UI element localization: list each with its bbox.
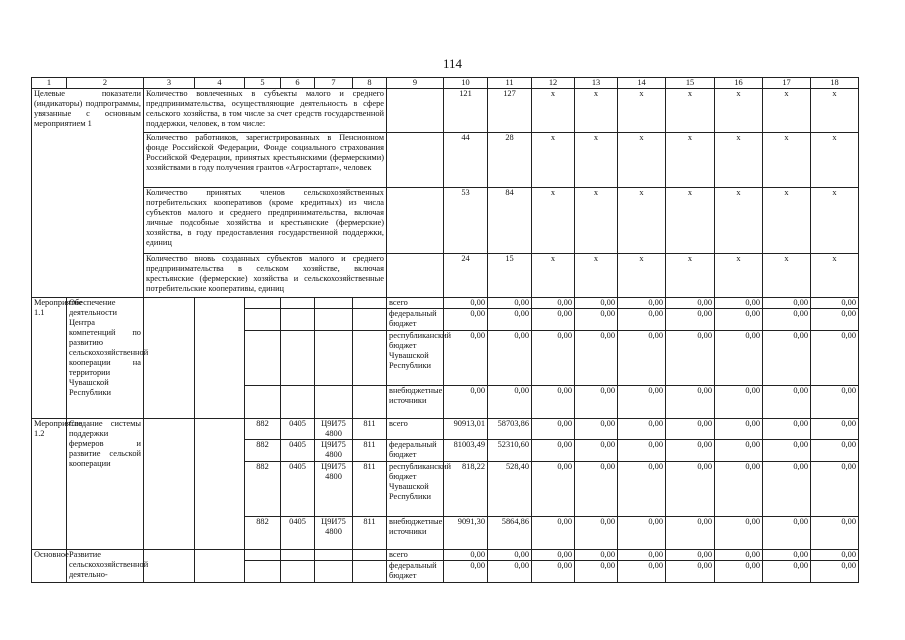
budget-code: [245, 298, 281, 309]
budget-code: [281, 309, 315, 331]
funding-value: 0,00: [618, 419, 666, 440]
budget-code: 0405: [281, 419, 315, 440]
funding-value: 0,00: [715, 462, 763, 517]
budget-code: [281, 561, 315, 583]
funding-value: 0,00: [575, 517, 618, 550]
funding-value: 0,00: [811, 298, 859, 309]
budget-code: [245, 386, 281, 419]
indicator-value: 28: [488, 133, 532, 188]
funding-value: 0,00: [715, 419, 763, 440]
column-number: 18: [811, 78, 859, 89]
funding-value: 0,00: [444, 298, 488, 309]
empty-cell: [195, 298, 245, 419]
funding-value: 0,00: [532, 386, 575, 419]
budget-code: Ц9И75 4800: [315, 462, 353, 517]
indicator-row: [32, 133, 859, 188]
indicator-value: 84: [488, 188, 532, 254]
indicator-row: [32, 254, 859, 298]
funding-value: 0,00: [618, 298, 666, 309]
column-number: 9: [387, 78, 444, 89]
funding-value: 0,00: [488, 309, 532, 331]
funding-value: 0,00: [666, 331, 715, 386]
indicator-value: x: [763, 133, 811, 188]
funding-value: 0,00: [575, 440, 618, 462]
funding-value: 0,00: [763, 550, 811, 561]
funding-value: 0,00: [666, 419, 715, 440]
budget-code: [353, 561, 387, 583]
funding-value: 0,00: [532, 517, 575, 550]
funding-row: [32, 419, 859, 440]
budget-code: [315, 386, 353, 419]
budget-code: [315, 298, 353, 309]
budget-code: [281, 550, 315, 561]
measure-name: Обеспечение деятельности Центра компетенций по развитию сельскохозяйственной кооперации на территории Чувашской Республики: [67, 298, 144, 419]
indicator-value: 121: [444, 89, 488, 133]
funding-value: 0,00: [618, 550, 666, 561]
budget-code: [353, 309, 387, 331]
funding-value: 0,00: [532, 440, 575, 462]
budget-code: [245, 309, 281, 331]
funding-value: 0,00: [618, 386, 666, 419]
funding-value: 0,00: [666, 462, 715, 517]
funding-value: 0,00: [715, 309, 763, 331]
header-row: [32, 78, 859, 89]
column-number: 6: [281, 78, 315, 89]
indicator-value: x: [811, 188, 859, 254]
column-number: 14: [618, 78, 666, 89]
funding-row: [32, 550, 859, 561]
indicator-value: x: [811, 133, 859, 188]
empty-cell: [387, 254, 444, 298]
funding-value: 0,00: [488, 331, 532, 386]
indicator-value: x: [666, 188, 715, 254]
funding-source: внебюджетные источники: [387, 517, 444, 550]
column-number: 11: [488, 78, 532, 89]
budget-code: 882: [245, 462, 281, 517]
indicator-value: 127: [488, 89, 532, 133]
funding-value: 0,00: [444, 309, 488, 331]
column-number: 4: [195, 78, 245, 89]
funding-value: 0,00: [763, 419, 811, 440]
funding-value: 0,00: [811, 331, 859, 386]
budget-code: [281, 386, 315, 419]
funding-value: 0,00: [763, 331, 811, 386]
budget-code: 0405: [281, 462, 315, 517]
funding-value: 0,00: [532, 550, 575, 561]
funding-source: федеральный бюджет: [387, 440, 444, 462]
indicator-value: x: [575, 254, 618, 298]
funding-value: 0,00: [811, 440, 859, 462]
funding-source: всего: [387, 419, 444, 440]
indicator-value: x: [618, 254, 666, 298]
funding-source: федеральный бюджет: [387, 309, 444, 331]
funding-value: 0,00: [811, 419, 859, 440]
indicator-value: x: [666, 254, 715, 298]
funding-value: 0,00: [811, 517, 859, 550]
indicator-value: x: [532, 89, 575, 133]
column-number: 1: [32, 78, 67, 89]
empty-cell: [387, 133, 444, 188]
funding-value: 0,00: [618, 561, 666, 583]
funding-source: всего: [387, 550, 444, 561]
indicator-value: x: [811, 254, 859, 298]
funding-value: 0,00: [618, 309, 666, 331]
budget-code: 811: [353, 517, 387, 550]
budget-code: 811: [353, 440, 387, 462]
column-number: 3: [144, 78, 195, 89]
funding-value: 52310,60: [488, 440, 532, 462]
budget-code: 0405: [281, 440, 315, 462]
budget-code: [245, 561, 281, 583]
funding-value: 0,00: [715, 517, 763, 550]
funding-value: 0,00: [444, 386, 488, 419]
program-table: [31, 77, 859, 583]
funding-value: 0,00: [575, 386, 618, 419]
indicator-name: Количество принятых членов сельскохозяйственных потребительских кооперативов (кроме кредитных) из числа субъектов малого и среднего предпринимательства, включая личные подсобные хозяйства и крестьянские (фермерские) хозяйства, в году предоставления государственной поддержки, единиц: [144, 188, 387, 254]
funding-value: 0,00: [715, 331, 763, 386]
budget-code: [353, 298, 387, 309]
funding-value: 0,00: [763, 517, 811, 550]
funding-value: 0,00: [666, 386, 715, 419]
empty-cell: [387, 89, 444, 133]
indicator-name: Количество работников, зарегистрированных в Пенсионном фонде Российской Федерации, Фонде социального страхования Российской Федерации, принятых крестьянскими (фермерскими) хозяйствами в году получения грантов «Агростартап», человек: [144, 133, 387, 188]
budget-code: Ц9И75 4800: [315, 419, 353, 440]
column-number: 15: [666, 78, 715, 89]
funding-value: 0,00: [763, 309, 811, 331]
column-number: 10: [444, 78, 488, 89]
indicator-value: x: [575, 133, 618, 188]
funding-value: 0,00: [811, 561, 859, 583]
column-number: 5: [245, 78, 281, 89]
funding-value: 0,00: [444, 550, 488, 561]
indicator-value: x: [715, 254, 763, 298]
funding-source: республиканский бюджет Чувашской Республики: [387, 331, 444, 386]
indicator-value: x: [763, 254, 811, 298]
funding-value: 0,00: [532, 561, 575, 583]
budget-code: [315, 331, 353, 386]
funding-value: 0,00: [763, 462, 811, 517]
budget-code: [281, 298, 315, 309]
funding-value: 0,00: [666, 298, 715, 309]
indicator-value: x: [666, 133, 715, 188]
funding-value: 0,00: [715, 440, 763, 462]
funding-value: 0,00: [444, 331, 488, 386]
indicator-value: x: [715, 133, 763, 188]
column-number: 8: [353, 78, 387, 89]
budget-code: [315, 561, 353, 583]
funding-value: 0,00: [532, 298, 575, 309]
funding-value: 0,00: [575, 331, 618, 386]
funding-value: 0,00: [532, 309, 575, 331]
indicator-value: x: [715, 188, 763, 254]
budget-code: [245, 550, 281, 561]
funding-value: 0,00: [666, 517, 715, 550]
funding-value: 0,00: [444, 561, 488, 583]
empty-cell: [144, 298, 195, 419]
funding-value: 0,00: [811, 386, 859, 419]
indicator-value: x: [811, 89, 859, 133]
indicator-value: x: [763, 188, 811, 254]
measure-type: Мероприятие 1.2: [32, 419, 67, 550]
funding-value: 0,00: [811, 550, 859, 561]
indicator-value: 24: [444, 254, 488, 298]
funding-value: 0,00: [488, 561, 532, 583]
measure-type: Основное: [32, 550, 67, 583]
funding-value: 0,00: [532, 419, 575, 440]
funding-value: 0,00: [666, 440, 715, 462]
funding-value: 0,00: [763, 440, 811, 462]
funding-value: 0,00: [715, 298, 763, 309]
budget-code: 0405: [281, 517, 315, 550]
funding-value: 0,00: [488, 298, 532, 309]
indicator-value: x: [575, 188, 618, 254]
budget-code: [315, 309, 353, 331]
budget-code: [315, 550, 353, 561]
funding-value: 0,00: [715, 386, 763, 419]
funding-value: 90913,01: [444, 419, 488, 440]
funding-value: 81003,49: [444, 440, 488, 462]
budget-code: 811: [353, 419, 387, 440]
measure-type: Мероприятие 1.1: [32, 298, 67, 419]
column-number: 7: [315, 78, 353, 89]
indicator-value: x: [532, 133, 575, 188]
funding-value: 0,00: [763, 386, 811, 419]
funding-value: 0,00: [811, 309, 859, 331]
funding-value: 0,00: [666, 309, 715, 331]
funding-value: 0,00: [618, 517, 666, 550]
indicator-value: 15: [488, 254, 532, 298]
funding-value: 5864,86: [488, 517, 532, 550]
indicator-name: Количество вовлеченных в субъекты малого и среднего предпринимательства, осуществляющие деятельность в сфере сельского хозяйства, в том числе за счет средств государственной поддержки, человек, в том числе:: [144, 89, 387, 133]
indicators-label: Целевые показатели (индикаторы) подпрограммы, увязанные с основным мероприятием 1: [32, 89, 144, 298]
empty-cell: [195, 550, 245, 583]
budget-code: Ц9И75 4800: [315, 440, 353, 462]
funding-value: 0,00: [532, 331, 575, 386]
indicator-value: x: [618, 133, 666, 188]
indicator-row: [32, 188, 859, 254]
indicator-value: x: [618, 188, 666, 254]
funding-source: всего: [387, 298, 444, 309]
indicator-value: x: [763, 89, 811, 133]
budget-code: [353, 331, 387, 386]
funding-value: 0,00: [763, 561, 811, 583]
funding-value: 0,00: [715, 561, 763, 583]
funding-value: 0,00: [575, 550, 618, 561]
budget-code: [353, 386, 387, 419]
indicator-value: x: [715, 89, 763, 133]
empty-cell: [144, 419, 195, 550]
empty-cell: [144, 550, 195, 583]
indicator-value: x: [666, 89, 715, 133]
funding-source: федеральный бюджет: [387, 561, 444, 583]
indicator-value: x: [618, 89, 666, 133]
funding-value: 0,00: [715, 550, 763, 561]
column-number: 2: [67, 78, 144, 89]
funding-value: 9091,30: [444, 517, 488, 550]
funding-value: 58703,86: [488, 419, 532, 440]
empty-cell: [387, 188, 444, 254]
funding-value: 0,00: [666, 550, 715, 561]
budget-code: [353, 550, 387, 561]
budget-code: 882: [245, 440, 281, 462]
budget-code: 811: [353, 462, 387, 517]
indicator-value: 53: [444, 188, 488, 254]
column-number: 17: [763, 78, 811, 89]
budget-code: [245, 331, 281, 386]
funding-value: 818,22: [444, 462, 488, 517]
column-number: 16: [715, 78, 763, 89]
funding-value: 0,00: [618, 331, 666, 386]
indicator-name: Количество вновь созданных субъектов малого и среднего предпринимательства в сельском хозяйстве, включая крестьянские (фермерские) хозяйства и сельскохозяйственные потребительские кооперативы, единиц: [144, 254, 387, 298]
indicator-value: 44: [444, 133, 488, 188]
measure-name: Создание системы поддержки фермеров и развитие сельской кооперации: [67, 419, 144, 550]
funding-value: 0,00: [532, 462, 575, 517]
page-number: 114: [442, 56, 463, 71]
funding-value: 0,00: [575, 462, 618, 517]
funding-value: 0,00: [618, 440, 666, 462]
indicator-row: [32, 89, 859, 133]
budget-code: Ц9И75 4800: [315, 517, 353, 550]
indicator-value: x: [575, 89, 618, 133]
column-number: 12: [532, 78, 575, 89]
funding-value: 0,00: [618, 462, 666, 517]
funding-value: 0,00: [488, 550, 532, 561]
funding-value: 0,00: [575, 298, 618, 309]
indicator-value: x: [532, 254, 575, 298]
funding-value: 0,00: [666, 561, 715, 583]
column-number: 13: [575, 78, 618, 89]
measure-name: Развитие сельскохозяйственной деятельно-: [67, 550, 144, 583]
funding-value: 0,00: [575, 419, 618, 440]
funding-value: 0,00: [575, 309, 618, 331]
funding-value: 0,00: [811, 462, 859, 517]
funding-row: [32, 298, 859, 309]
funding-value: 528,40: [488, 462, 532, 517]
funding-value: 0,00: [488, 386, 532, 419]
funding-value: 0,00: [763, 298, 811, 309]
budget-code: 882: [245, 517, 281, 550]
funding-source: внебюджетные источники: [387, 386, 444, 419]
indicator-value: x: [532, 188, 575, 254]
budget-code: [281, 331, 315, 386]
empty-cell: [195, 419, 245, 550]
funding-value: 0,00: [575, 561, 618, 583]
funding-source: республиканский бюджет Чувашской Республики: [387, 462, 444, 517]
budget-code: 882: [245, 419, 281, 440]
